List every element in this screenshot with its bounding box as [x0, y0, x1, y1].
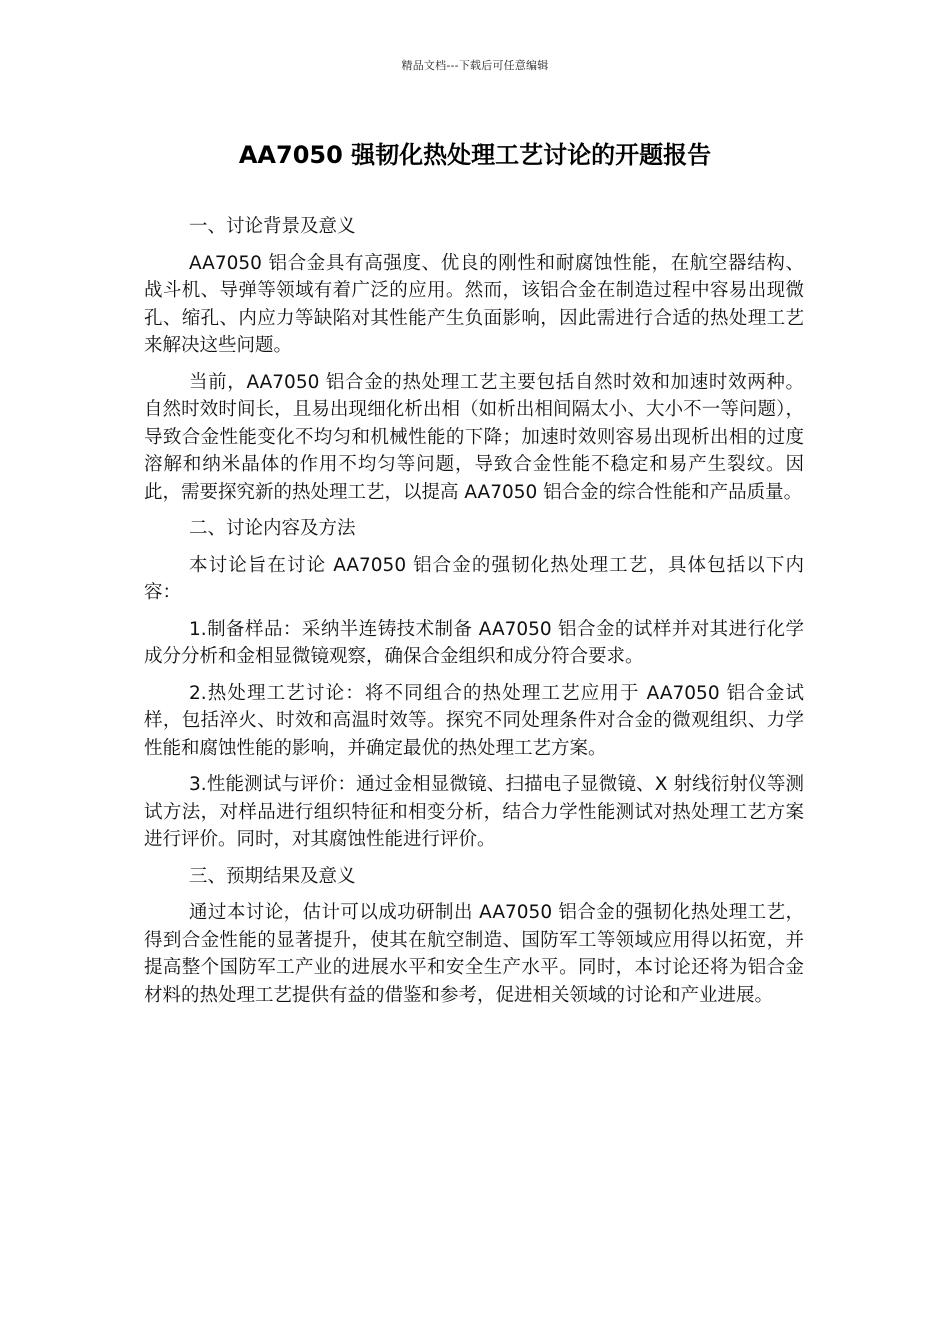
section-heading-expected-results: 三、预期结果及意义	[189, 865, 356, 887]
document-title: AA7050 强韧化热处理工艺讨论的开题报告	[238, 141, 712, 169]
header-note: 精品文档---下载后可任意编辑	[401, 59, 549, 72]
body-paragraph: 3.性能测试与评价：通过金相显微镜、扫描电子显微镜、X 射线衍射仪等测试方法，对样品进行组织特征和相变分析，结合力学性能测试对热处理工艺方案进行评价。同时，对其腐蚀性能进行评价。	[144, 774, 804, 850]
document-body	[144, 213, 804, 1018]
body-paragraph: 2.热处理工艺讨论：将不同组合的热处理工艺应用于 AA7050 铝合金试样，包括淬火、时效和高温时效等。探究不同处理条件对合金的微观组织、力学性能和腐蚀性能的影响，并确定最优的热处理工艺方案。	[144, 682, 804, 759]
body-paragraph: 1.制备样品：采纳半连铸技术制备 AA7050 铝合金的试样并对其进行化学成分分析和金相显微镜观察，确保合金组织和成分符合要求。	[144, 618, 804, 667]
section-heading-background: 一、讨论背景及意义	[189, 216, 356, 237]
body-paragraph: 通过本讨论，估计可以成功研制出 AA7050 铝合金的强韧化热处理工艺，得到合金性能的显著提升，使其在航空制造、国防军工等领域应用得以拓宽，并提高整个国防军工产业的进展水平和安全生产水平。同时，本讨论还将为铝合金材料的热处理工艺提供有益的借鉴和参考，促进相关领域的讨论和产业进展。	[144, 902, 804, 1006]
body-paragraph: AA7050 铝合金具有高强度、优良的刚性和耐腐蚀性能，在航空器结构、战斗机、导弹等领域有着广泛的应用。然而，该铝合金在制造过程中容易出现微孔、缩孔、内应力等缺陷对其性能产生负面影响，因此需进行合适的热处理工艺来解决这些问题。	[144, 252, 804, 356]
section-heading-content-methods: 二、讨论内容及方法	[189, 518, 356, 539]
body-paragraph: 当前，AA7050 铝合金的热处理工艺主要包括自然时效和加速时效两种。自然时效时间长，且易出现细化析出相（如析出相间隔太小、大小不一等问题），导致合金性能变化不均匀和机械性能的下降；加速时效则容易出现析出相的过度溶解和纳米晶体的作用不均匀等问题，导致合金性能不稳定和易产生裂纹。因此，需要探究新的热处理工艺，以提高 AA7050 铝合金的综合性能和产品质量。	[144, 371, 804, 503]
body-paragraph: 本讨论旨在讨论 AA7050 铝合金的强韧化热处理工艺，具体包括以下内容：	[144, 554, 804, 603]
